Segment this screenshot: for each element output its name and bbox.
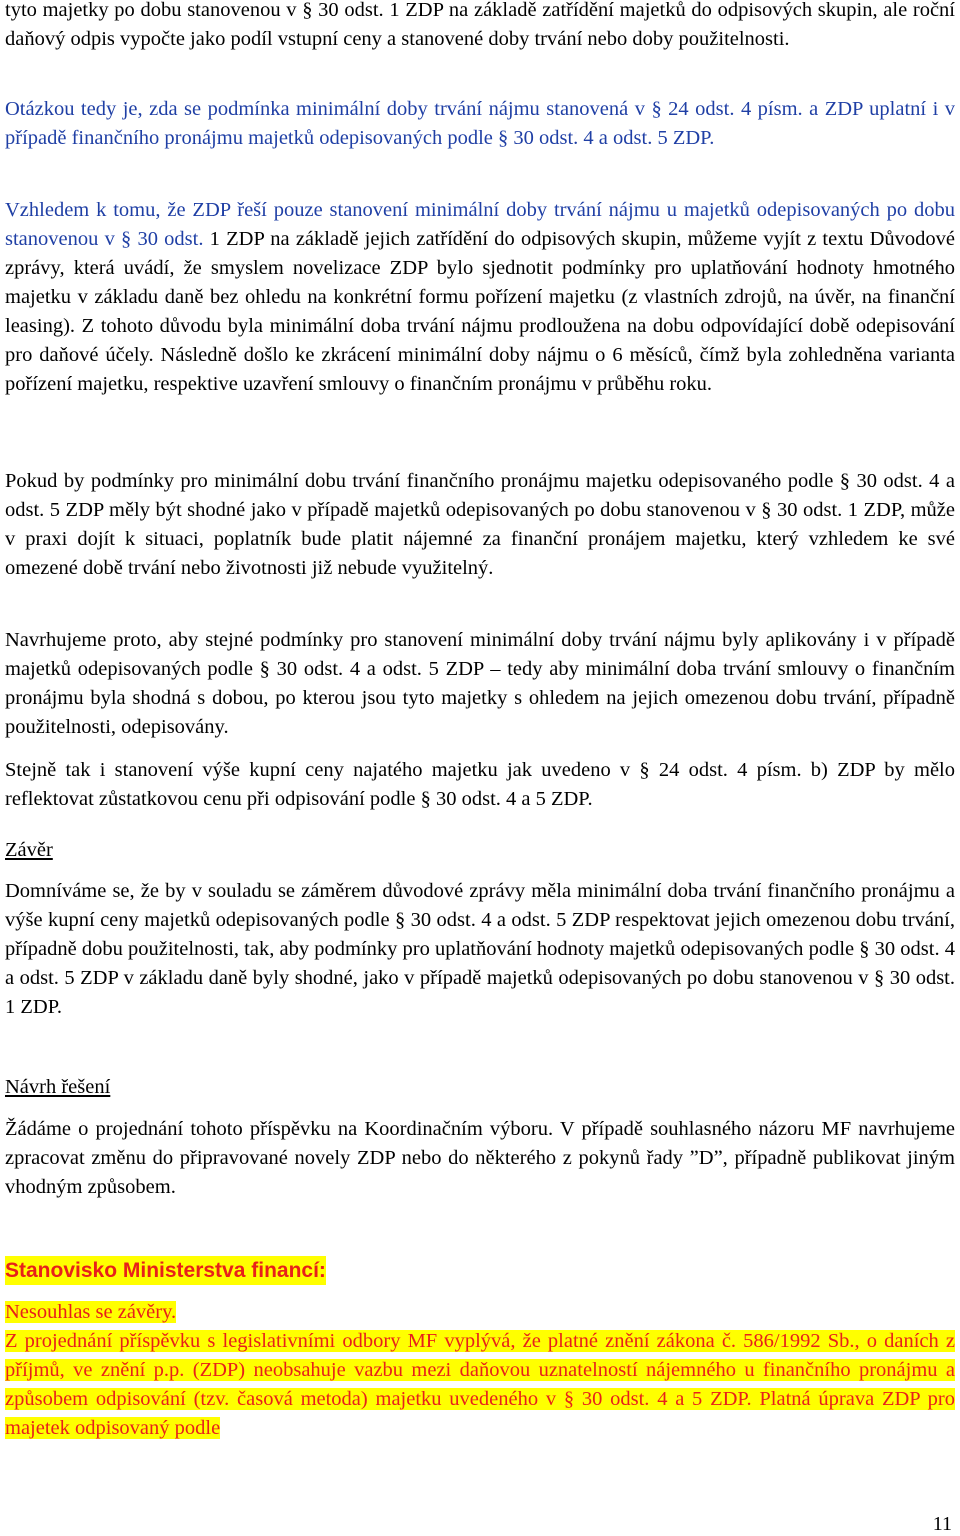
paragraph-reasoning [5,196,955,399]
section-heading-zaver: Závěr [5,839,53,861]
paragraph: Stejně tak i stanovení výše kupní ceny najatého majetku jak uvedeno v § 24 odst. 4 písm. b) ZDP by mělo reflektovat zůstatkovou cenu při odpisování podle § 30 odst. 4 a 5 ZDP. [5,759,955,810]
text-segment: Z tohoto důvodu byla minimální doba trvání nájmu prodloužena na dobu odpovídající době odepisování pro daňové účely. [5,315,955,366]
text-segment: Následně došlo ke zkrácení minimální doby nájmu o 6 měsíců, čímž byla zohledněna varianta pořízení majetku, respektive uzavření smlouvy o finančním pronájmu v průběhu roku. [5,344,955,395]
paragraph-proposal: Navrhujeme proto, aby stejné podmínky pro stanovení minimální doby trvání nájmu byly aplikovány i v případě majetků odepisovaných podle § 30 odst. 4 a odst. 5 ZDP – tedy aby minimální doba trvání smlouvy o finančním pronájmu byla shodná s dobou, po kterou jsou tyto majetky s ohledem na jejich omezenou dobu trvání, případně použitelnosti, odepisovány. [5,629,955,738]
paragraph: tyto majetky po dobu stanovenou v § 30 odst. 1 ZDP na základě zatřídění majetků do odpisových skupin, ale roční daňový odpis vypočte jako podíl vstupní ceny a stanovené doby trvání nebo doby použitelnosti. [5,0,955,50]
ministry-statement-text [5,1327,955,1443]
text-segment: 1 ZDP na základě jejich zatřídění do odpisových skupin, můžeme vyjít z textu Důvodové zprávy, která uvádí, že smyslem novelizace ZDP bylo sjednotit podmínky pro uplatňování hodnoty hmotného majetku v základu daně bez ohledu na konkrétní formu pořízení majetku (z vlastních zdrojů, na úvěr, na finanční leasing). [5,228,955,337]
text-segment: 1 ZDP, může v praxi dojít k situaci, poplatník bude platit nájemné za finanční pronájem majetku, který vzhledem ke své omezené době trvání nebo životnosti již nebude využitelný. [5,499,955,579]
text-segment: 5 ZDP měly být shodné jako v případě majetků odepisovaných po dobu stanovenou v § 30 odst. [44,499,843,521]
text-segment: Vzhledem k tomu, že ZDP řeší pouze stanovení minimální doby trvání nájmu u majetků odepisovaných po dobu stanovenou v § 30 odst. [5,199,955,250]
paragraph-request: Žádáme o projednání tohoto příspěvku na Koordinačním výboru. V případě souhlasného názoru MF navrhujeme zpracovat změnu do připravované novely ZDP nebo do některého z pokynů řady ˮDˮ, případně publikovat jiným vhodným způsobem. [5,1118,955,1198]
highlighted-text: Z projednání příspěvku s legislativními odbory MF vyplývá, že platné znění zákona č. 586/1992 Sb., o daních z příjmů, ve znění p.p. (ZDP) neobsahuje vazbu mezi daňovou uznatelností nájemného u finančního pronájmu a způsobem odpisování (tzv. časová metoda) majetku uvedeného v § 30 odst. 4 a 5 ZDP. Platná úprava ZDP pro majetek odpisovaný podle [5,1330,955,1439]
section-heading-navrh: Návrh řešení [5,1076,111,1098]
paragraph-conclusion: Domníváme se, že by v souladu se záměrem důvodové zprávy měla minimální doba trvání finančního pronájmu a výše kupní ceny majetků odepisovaných podle § 30 odst. 4 a odst. 5 ZDP respektovat jejich omezenou dobu trvání, případně dobu použitelnosti, tak, aby podmínky pro uplatňování hodnoty majetků odepisovaných podle § 30 odst. 4 a odst. 5 ZDP v základu daně byly shodné, jako v případě majetků odepisovaných po dobu stanovenou v § 30 odst. 1 ZDP. [5,880,955,1018]
text-segment: Pokud by podmínky pro minimální dobu trvání finančního pronájmu majetku odepisovaného podle § 30 odst. 4 a odst. [5,470,955,521]
paragraph [5,467,955,583]
highlighted-text: Nesouhlas se závěry. [5,1301,177,1323]
paragraph-question: Otázkou tedy je, zda se podmínka minimální doby trvání nájmu stanovená v § 24 odst. 4 písm. a ZDP uplatní i v případě finančního pronájmu majetků odepisovaných podle § 30 odst. 4 a odst. 5 ZDP. [5,98,955,149]
ministry-statement-heading: Stanovisko Ministerstva financí: [5,1256,326,1285]
page-number: 11 [932,1513,952,1535]
disagreement-line [5,1298,176,1327]
